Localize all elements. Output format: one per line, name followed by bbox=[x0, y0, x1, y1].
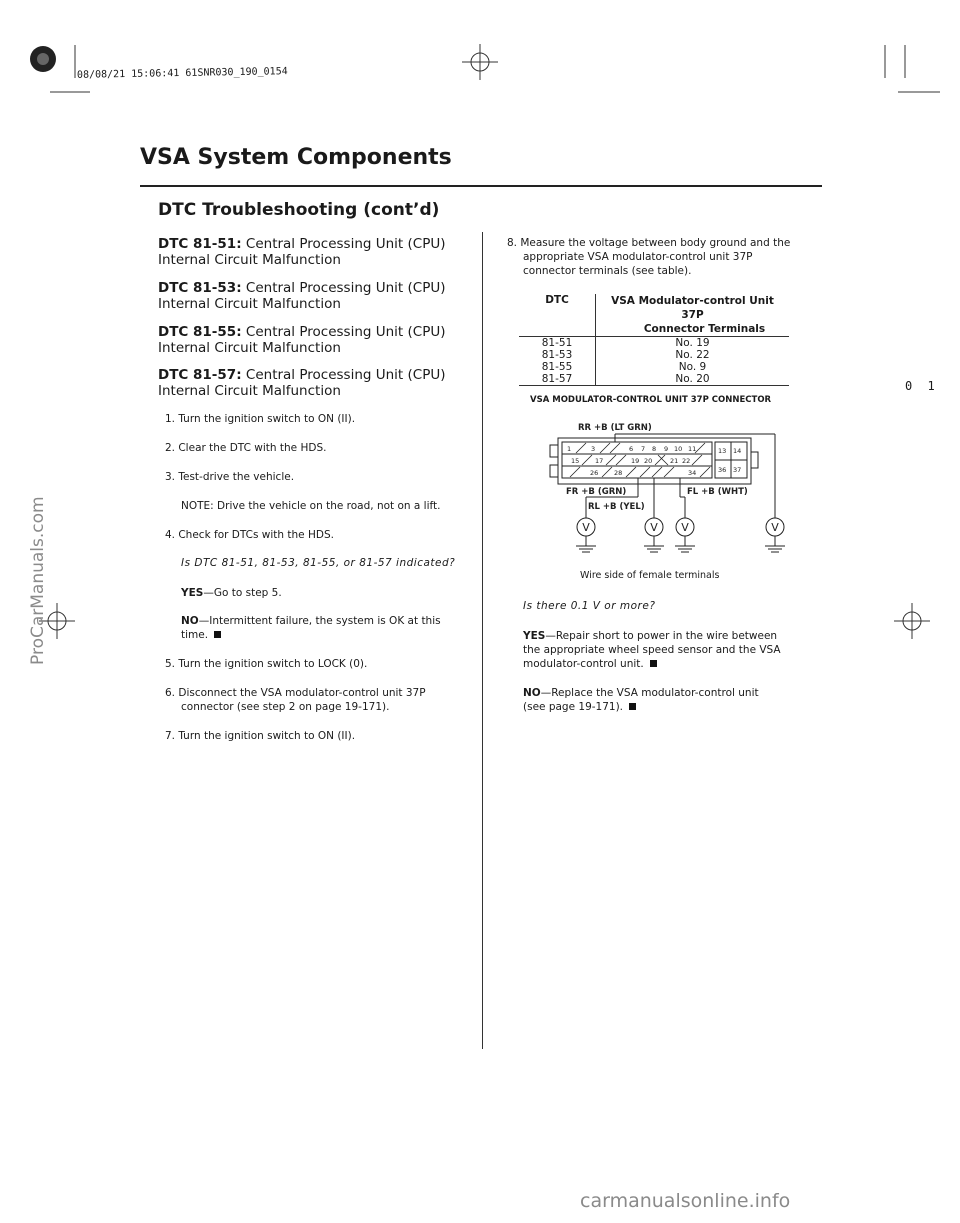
step-1: 1. Turn the ignition switch to ON (II). bbox=[165, 413, 356, 425]
voltmeter-symbol: V bbox=[650, 521, 658, 534]
table-cell-dtc: 81-57 bbox=[519, 373, 596, 386]
label-rr: RR +B (LT GRN) bbox=[578, 423, 652, 433]
dtc-desc: Central Processing Unit (CPU) bbox=[245, 367, 446, 383]
dtc-desc: Internal Circuit Malfunction bbox=[158, 296, 341, 312]
dtc-heading-3 bbox=[158, 324, 468, 356]
step-4-yes: YES—Go to step 5. bbox=[181, 587, 282, 599]
pin-number: 22 bbox=[682, 457, 691, 465]
dtc-desc: Central Processing Unit (CPU) bbox=[245, 324, 446, 340]
pin-number: 11 bbox=[688, 445, 697, 453]
pin-number: 7 bbox=[641, 445, 646, 453]
pin-number: 36 bbox=[718, 466, 727, 474]
connector-diagram bbox=[540, 410, 800, 580]
header-line: VSA Modulator-control Unit 37P bbox=[611, 295, 774, 321]
diagram-caption: Wire side of female terminals bbox=[580, 570, 720, 581]
dtc-heading-1 bbox=[158, 236, 468, 268]
pin-number: 3 bbox=[591, 445, 596, 453]
pin-number: 17 bbox=[595, 457, 604, 465]
pin-number: 9 bbox=[664, 445, 669, 453]
pin-number: 15 bbox=[571, 457, 580, 465]
yes-text: Go to step 5. bbox=[213, 587, 282, 599]
bottom-watermark: carmanualsonline.info bbox=[580, 1190, 791, 1212]
label-fl: FL +B (WHT) bbox=[687, 487, 748, 497]
step-8-no: NO—Replace the VSA modulator-control unit (see page 19-171). bbox=[523, 687, 759, 713]
yes-text: the appropriate wheel speed sensor and the VSA bbox=[523, 644, 781, 656]
table-row bbox=[519, 337, 789, 350]
table-cell-dtc: 81-53 bbox=[519, 349, 596, 361]
connector-latch-left bbox=[550, 465, 558, 477]
step-8-yes: YES—Repair short to power in the wire between the appropriate wheel speed sensor and the VSA modulator-control unit. bbox=[523, 630, 781, 670]
end-mark bbox=[214, 631, 221, 638]
step-6 bbox=[165, 686, 426, 714]
yes-label: YES bbox=[523, 630, 546, 642]
table-cell-dtc: 81-55 bbox=[519, 361, 596, 373]
side-mark: 0 1 bbox=[905, 379, 939, 393]
dtc-code: DTC 81-51: bbox=[158, 236, 242, 252]
section-title: DTC Troubleshooting (cont’d) bbox=[158, 200, 440, 220]
dtc-desc: Central Processing Unit (CPU) bbox=[245, 280, 446, 296]
no-label: NO bbox=[523, 687, 541, 699]
dtc-code: DTC 81-55: bbox=[158, 324, 242, 340]
no-text: time. bbox=[181, 629, 209, 641]
step-3-note: NOTE: Drive the vehicle on the road, not on a lift. bbox=[181, 500, 441, 512]
dtc-code: DTC 81-57: bbox=[158, 367, 242, 383]
connector-latch-left bbox=[550, 445, 558, 457]
table-cell-dtc: 81-51 bbox=[519, 337, 596, 350]
end-mark bbox=[650, 660, 657, 667]
pin-number: 28 bbox=[614, 469, 623, 477]
dtc-code: DTC 81-53: bbox=[158, 280, 242, 296]
pin-number: 34 bbox=[688, 469, 697, 477]
pin-number: 14 bbox=[733, 447, 742, 455]
terminal-table bbox=[519, 294, 789, 386]
table-cell-terminal: No. 19 bbox=[675, 337, 710, 349]
label-fr: FR +B (GRN) bbox=[566, 487, 627, 497]
table-cell-terminal: No. 20 bbox=[675, 373, 710, 385]
step-7: 7. Turn the ignition switch to ON (II). bbox=[165, 730, 356, 742]
no-text: (see page 19-171). bbox=[523, 701, 624, 713]
step-8-line: connector terminals (see table). bbox=[523, 265, 692, 277]
pin-number: 37 bbox=[733, 466, 742, 474]
dtc-desc: Central Processing Unit (CPU) bbox=[245, 236, 446, 252]
dtc-desc: Internal Circuit Malfunction bbox=[158, 383, 341, 399]
table-header-row bbox=[519, 294, 789, 337]
voltmeter-symbol: V bbox=[771, 521, 779, 534]
table-cell-terminal: No. 9 bbox=[678, 361, 707, 373]
table-cell-terminal: No. 22 bbox=[675, 349, 710, 361]
step-4-no: NO—Intermittent failure, the system is OK at this time. bbox=[181, 615, 441, 641]
voltmeter-symbol: V bbox=[582, 521, 590, 534]
pin-number: 8 bbox=[652, 445, 657, 453]
no-text: Intermittent failure, the system is OK at this bbox=[209, 615, 441, 627]
step-6-line: 6. Disconnect the VSA modulator-control unit 37P bbox=[165, 687, 426, 699]
connector-latch-right bbox=[751, 452, 758, 468]
header-line: Connector Terminals bbox=[643, 323, 766, 335]
yes-text: Repair short to power in the wire between bbox=[555, 630, 778, 642]
no-text: Replace the VSA modulator-control unit bbox=[551, 687, 759, 699]
voltmeter-symbol: V bbox=[681, 521, 689, 534]
table-header-dtc: DTC bbox=[519, 294, 596, 337]
label-rl: RL +B (YEL) bbox=[588, 502, 645, 512]
step-8 bbox=[507, 236, 790, 278]
pin-number: 19 bbox=[631, 457, 640, 465]
table-row bbox=[519, 349, 789, 361]
step-6-line: connector (see step 2 on page 19-171). bbox=[181, 701, 390, 713]
step-4: 4. Check for DTCs with the HDS. bbox=[165, 529, 334, 541]
step-8-question: Is there 0.1 V or more? bbox=[523, 600, 656, 612]
step-5: 5. Turn the ignition switch to LOCK (0). bbox=[165, 658, 368, 670]
pin-number: 6 bbox=[629, 445, 634, 453]
step-3: 3. Test-drive the vehicle. bbox=[165, 471, 295, 483]
end-mark bbox=[629, 703, 636, 710]
dtc-desc: Internal Circuit Malfunction bbox=[158, 340, 341, 356]
pin-number: 26 bbox=[590, 469, 599, 477]
step-4-question: Is DTC 81-51, 81-53, 81-55, or 81-57 indicated? bbox=[181, 557, 456, 569]
pin-number: 20 bbox=[644, 457, 653, 465]
pin-number: 1 bbox=[567, 445, 572, 453]
pin-number: 10 bbox=[674, 445, 683, 453]
title-rule bbox=[140, 185, 822, 187]
no-label: NO bbox=[181, 615, 199, 627]
step-2: 2. Clear the DTC with the HDS. bbox=[165, 442, 327, 454]
diagram-title: VSA MODULATOR-CONTROL UNIT 37P CONNECTOR bbox=[530, 395, 772, 405]
table-row bbox=[519, 373, 789, 386]
step-8-line: appropriate VSA modulator-control unit 37P bbox=[523, 251, 753, 263]
table-row bbox=[519, 361, 789, 373]
dtc-heading-2 bbox=[158, 280, 468, 312]
pin-number: 13 bbox=[718, 447, 727, 455]
table-header-terminals bbox=[596, 294, 790, 337]
dtc-desc: Internal Circuit Malfunction bbox=[158, 252, 341, 268]
page-title: VSA System Components bbox=[140, 145, 452, 170]
yes-label: YES bbox=[181, 587, 204, 599]
step-8-line: 8. Measure the voltage between body ground and the bbox=[507, 237, 791, 249]
pin-number: 21 bbox=[670, 457, 679, 465]
dtc-heading-4 bbox=[158, 367, 468, 399]
yes-text: modulator-control unit. bbox=[523, 658, 644, 670]
left-watermark: ProCarManuals.com bbox=[28, 496, 48, 665]
print-stamp: 08/08/21 15:06:41 61SNR030_190_0154 bbox=[76, 66, 288, 81]
column-divider bbox=[482, 232, 483, 1049]
